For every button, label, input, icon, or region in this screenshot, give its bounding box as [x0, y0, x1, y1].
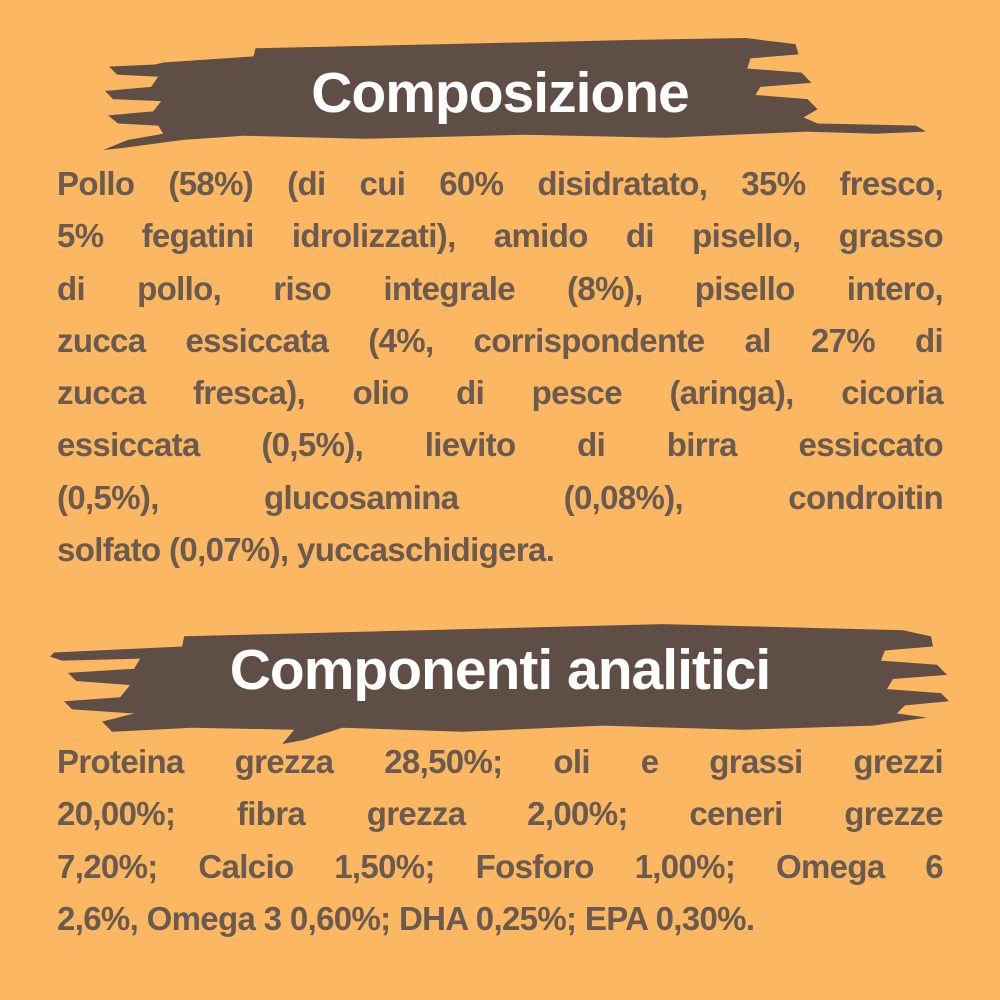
- composizione-line: essiccata (0,5%), lievito di birra essiccato: [57, 426, 943, 464]
- section-title-componenti-analitici: Componenti analitici: [229, 638, 771, 702]
- componenti-line: 7,20%; Calcio 1,50%; Fosforo 1,00%; Omega 6: [57, 847, 943, 885]
- composizione-line: zucca fresca), olio di pesce (aringa), cicoria: [57, 374, 943, 412]
- section-title-composizione: Composizione: [311, 61, 689, 125]
- composizione-line: di pollo, riso integrale (8%), pisello intero,: [57, 269, 943, 307]
- composizione-line: zucca essiccata (4%, corrispondente al 27% di: [57, 321, 943, 359]
- composizione-line: (0,5%), glucosamina (0,08%), condroitin: [57, 478, 943, 516]
- composizione-line: 5% fegatini idrolizzati), amido di pisello, grasso: [57, 217, 943, 255]
- componenti-line: 2,6%, Omega 3 0,60%; DHA 0,25%; EPA 0,30%.: [57, 899, 755, 937]
- composizione-text: [57, 158, 943, 576]
- componenti-line: Proteina grezza 28,50%; oli e grassi grezzi: [57, 743, 943, 780]
- componenti-analitici-text: [57, 736, 943, 945]
- composizione-line: Pollo (58%) (di cui 60% disidratato, 35% fresco,: [57, 165, 943, 202]
- componenti-line: 20,00%; fibra grezza 2,00%; ceneri grezze: [57, 795, 943, 833]
- composizione-line: solfato (0,07%), yuccaschidigera.: [57, 531, 555, 569]
